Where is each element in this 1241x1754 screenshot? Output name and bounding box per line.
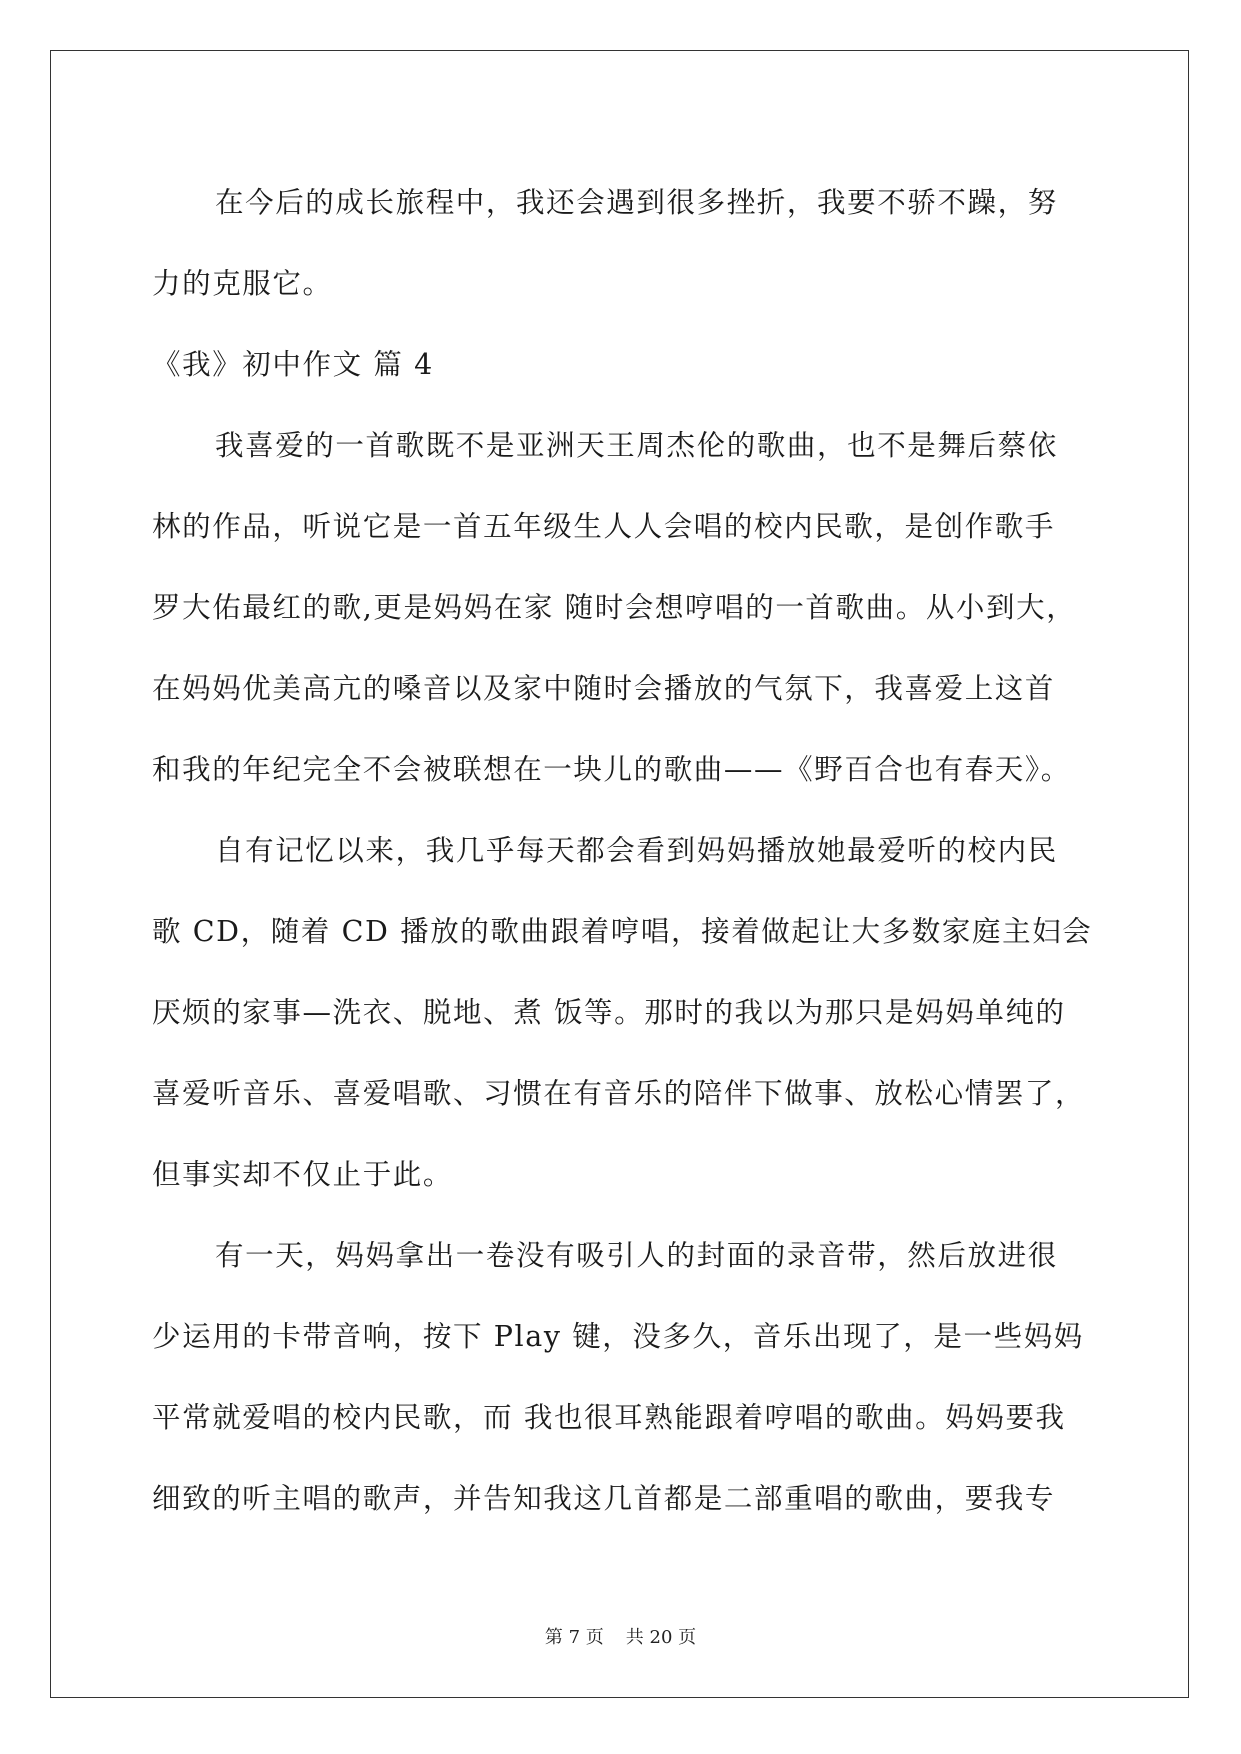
- paragraph-line: 力的克服它。: [152, 267, 333, 300]
- page-number: 第 7 页: [544, 1627, 604, 1648]
- page-total: 共 20 页: [625, 1627, 697, 1648]
- paragraph-line: 平常就爱唱的校内民歌，而 我也很耳熟能跟着哼唱的歌曲。妈妈要我: [152, 1401, 1066, 1434]
- document-body: [152, 162, 1092, 1539]
- page-footer: [0, 1626, 1241, 1650]
- paragraph-line: 我喜爱的一首歌既不是亚洲天王周杰伦的歌曲，也不是舞后蔡依: [215, 429, 1058, 462]
- paragraph-line: 在妈妈优美高亢的嗓音以及家中随时会播放的气氛下，我喜爱上这首: [152, 672, 1056, 705]
- paragraph-line: 少运用的卡带音响，按下 Play 键，没多久，音乐出现了，是一些妈妈: [152, 1320, 1084, 1353]
- paragraph-line: 林的作品，听说它是一首五年级生人人会唱的校内民歌，是创作歌手: [152, 510, 1056, 543]
- paragraph-line: 但事实却不仅止于此。: [152, 1158, 454, 1191]
- section-heading: 《我》初中作文 篇 4: [152, 348, 434, 381]
- paragraph-line: 细致的听主唱的歌声，并告知我这几首都是二部重唱的歌曲，要我专: [152, 1482, 1056, 1515]
- paragraph-line: 厌烦的家事—洗衣、脱地、煮 饭等。那时的我以为那只是妈妈单纯的: [152, 996, 1066, 1029]
- paragraph-line: 罗大佑最红的歌,更是妈妈在家 随时会想哼唱的一首歌曲。从小到大，: [152, 591, 1077, 624]
- paragraph-line: 有一天，妈妈拿出一卷没有吸引人的封面的录音带，然后放进很: [215, 1239, 1058, 1272]
- paragraph-line: 自有记忆以来，我几乎每天都会看到妈妈播放她最爱听的校内民: [215, 834, 1058, 867]
- paragraph-line: 歌 CD，随着 CD 播放的歌曲跟着哼唱，接着做起让大多数家庭主妇会: [152, 915, 1093, 948]
- paragraph-line: 和我的年纪完全不会被联想在一块儿的歌曲——《野百合也有春天》。: [152, 753, 1071, 786]
- paragraph-line: 喜爱听音乐、喜爱唱歌、习惯在有音乐的陪伴下做事、放松心情罢了，: [152, 1077, 1086, 1110]
- paragraph-line: 在今后的成长旅程中，我还会遇到很多挫折，我要不骄不躁，努: [215, 186, 1058, 219]
